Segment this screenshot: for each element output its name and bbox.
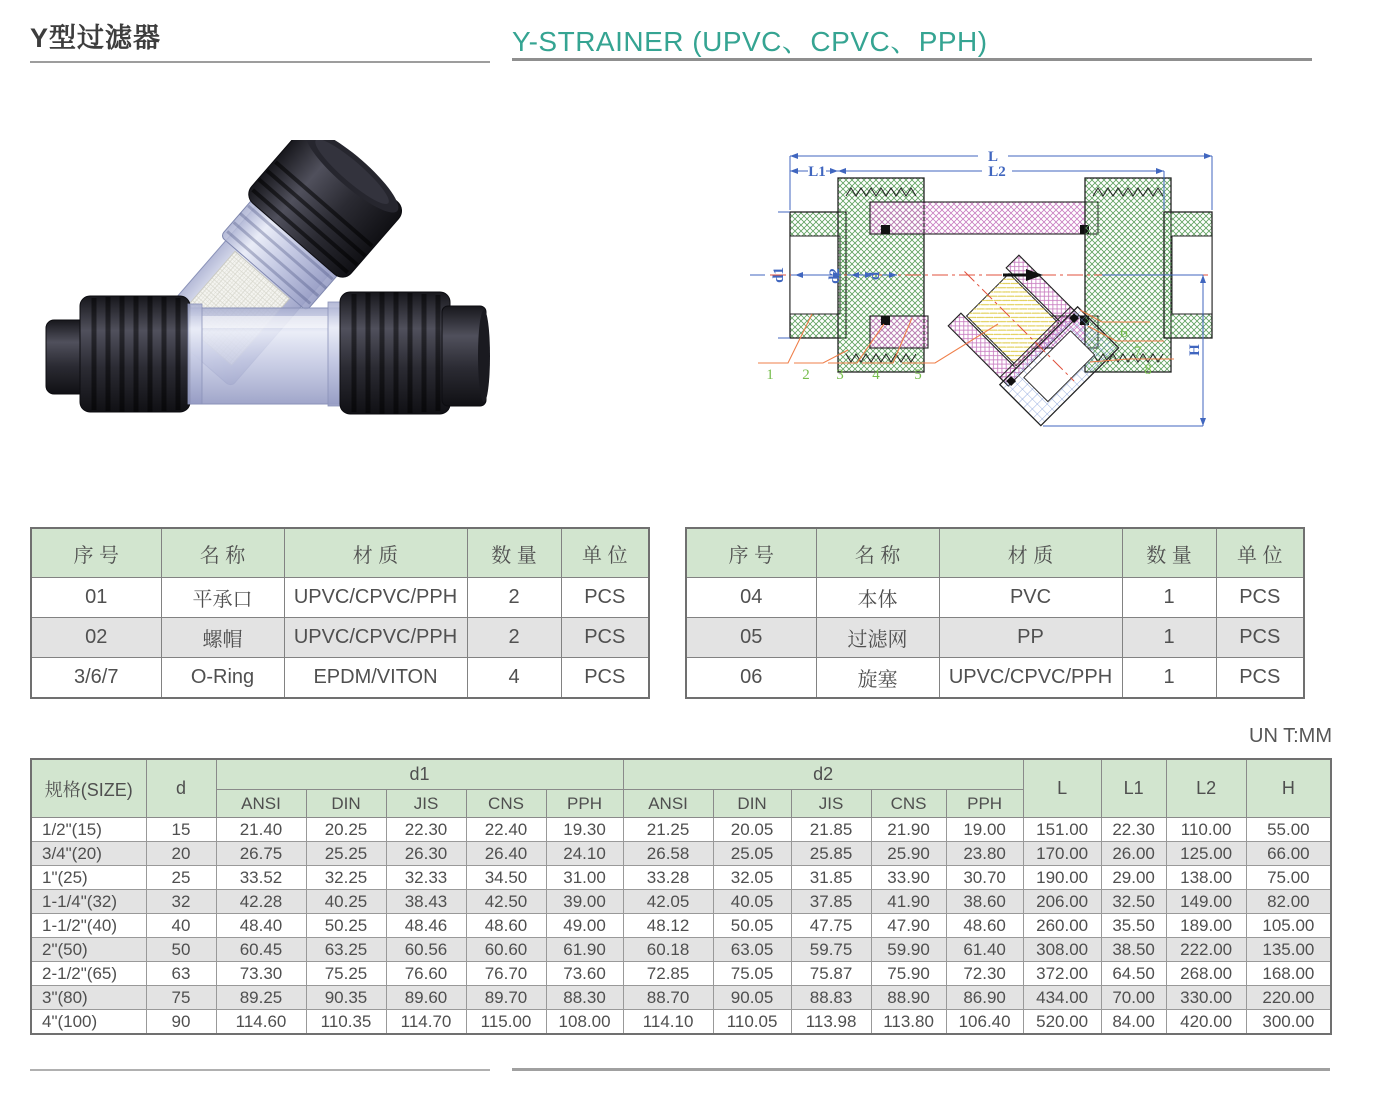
value-cell: 113.80 <box>871 1010 946 1035</box>
dim-subheader-cell: JIS <box>791 790 871 818</box>
parts-cell: 01 <box>31 578 161 618</box>
value-cell: 61.40 <box>946 938 1023 962</box>
value-cell: 48.46 <box>386 914 466 938</box>
value-cell: 260.00 <box>1023 914 1101 938</box>
value-cell: 63.05 <box>713 938 791 962</box>
value-cell: 520.00 <box>1023 1010 1101 1035</box>
value-cell: 108.00 <box>546 1010 623 1035</box>
parts-cell: PCS <box>1216 578 1304 618</box>
value-cell: 19.00 <box>946 818 1023 842</box>
value-cell: 75 <box>146 986 216 1010</box>
page-title-en: Y-STRAINER (UPVC、CPVC、PPH) <box>512 26 988 57</box>
value-cell: 89.60 <box>386 986 466 1010</box>
value-cell: 37.85 <box>791 890 871 914</box>
value-cell: 26.75 <box>216 842 306 866</box>
parts-header-cell: 单 位 <box>1216 528 1304 578</box>
size-cell: 2"(50) <box>31 938 146 962</box>
value-cell: 82.00 <box>1246 890 1331 914</box>
dim-header-L: L <box>1023 759 1101 818</box>
y-strainer-photo <box>40 140 490 452</box>
value-cell: 21.85 <box>791 818 871 842</box>
value-cell: 88.90 <box>871 986 946 1010</box>
value-cell: 73.60 <box>546 962 623 986</box>
value-cell: 32.33 <box>386 866 466 890</box>
value-cell: 23.80 <box>946 842 1023 866</box>
value-cell: 86.90 <box>946 986 1023 1010</box>
dim-subheader-cell: DIN <box>306 790 386 818</box>
value-cell: 38.60 <box>946 890 1023 914</box>
dim-row <box>31 938 1331 962</box>
value-cell: 33.28 <box>623 866 713 890</box>
value-cell: 88.83 <box>791 986 871 1010</box>
value-cell: 39.00 <box>546 890 623 914</box>
value-cell: 33.90 <box>871 866 946 890</box>
table-row <box>31 618 649 658</box>
dim-label-L: L <box>987 149 999 165</box>
dim-header-row <box>31 759 1331 790</box>
value-cell: 151.00 <box>1023 818 1101 842</box>
dim-row <box>31 890 1331 914</box>
size-cell: 3"(80) <box>31 986 146 1010</box>
dim-subheader-cell: PPH <box>946 790 1023 818</box>
value-cell: 25 <box>146 866 216 890</box>
value-cell: 75.87 <box>791 962 871 986</box>
value-cell: 206.00 <box>1023 890 1101 914</box>
value-cell: 40.05 <box>713 890 791 914</box>
value-cell: 90.35 <box>306 986 386 1010</box>
value-cell: 268.00 <box>1166 962 1246 986</box>
value-cell: 308.00 <box>1023 938 1101 962</box>
value-cell: 19.30 <box>546 818 623 842</box>
parts-header-cell: 数 量 <box>467 528 561 578</box>
value-cell: 42.50 <box>466 890 546 914</box>
value-cell: 75.25 <box>306 962 386 986</box>
value-cell: 60.18 <box>623 938 713 962</box>
value-cell: 105.00 <box>1246 914 1331 938</box>
size-cell: 2-1/2"(65) <box>31 962 146 986</box>
parts-cell: 4 <box>467 658 561 699</box>
value-cell: 170.00 <box>1023 842 1101 866</box>
value-cell: 70.00 <box>1101 986 1166 1010</box>
dim-header-d: d <box>146 759 216 818</box>
parts-cell: EPDM/VITON <box>284 658 467 699</box>
parts-cell: PVC <box>939 578 1122 618</box>
value-cell: 29.00 <box>1101 866 1166 890</box>
value-cell: 40 <box>146 914 216 938</box>
parts-cell: 1 <box>1122 658 1216 699</box>
value-cell: 50.05 <box>713 914 791 938</box>
dim-subheader-cell: ANSI <box>623 790 713 818</box>
value-cell: 63.25 <box>306 938 386 962</box>
value-cell: 222.00 <box>1166 938 1246 962</box>
title-divider-right <box>512 58 1312 61</box>
dim-label-L1: L1 <box>808 164 826 180</box>
value-cell: 31.85 <box>791 866 871 890</box>
callout-8: 8 <box>1144 362 1152 378</box>
drawing-oring <box>881 316 890 325</box>
value-cell: 25.90 <box>871 842 946 866</box>
value-cell: 125.00 <box>1166 842 1246 866</box>
parts-cell: 旋塞 <box>816 658 939 699</box>
value-cell: 49.00 <box>546 914 623 938</box>
value-cell: 330.00 <box>1166 986 1246 1010</box>
value-cell: 22.30 <box>386 818 466 842</box>
value-cell: 75.90 <box>871 962 946 986</box>
value-cell: 25.85 <box>791 842 871 866</box>
parts-table-left <box>30 527 650 699</box>
value-cell: 89.25 <box>216 986 306 1010</box>
value-cell: 115.00 <box>466 1010 546 1035</box>
technical-drawing <box>750 132 1222 434</box>
drawing-body-top <box>870 202 1098 234</box>
dim-row <box>31 1010 1331 1035</box>
callout-4: 4 <box>872 367 880 383</box>
parts-cell: PCS <box>561 618 649 658</box>
value-cell: 434.00 <box>1023 986 1101 1010</box>
dim-label-L2: L2 <box>988 164 1006 180</box>
value-cell: 73.30 <box>216 962 306 986</box>
dimension-table <box>30 758 1332 1035</box>
value-cell: 372.00 <box>1023 962 1101 986</box>
parts-cell: 1 <box>1122 578 1216 618</box>
value-cell: 90.05 <box>713 986 791 1010</box>
parts-cell: 04 <box>686 578 816 618</box>
table-row <box>31 658 649 699</box>
dim-row <box>31 962 1331 986</box>
parts-header-cell: 材 质 <box>939 528 1122 578</box>
parts-cell: PCS <box>561 578 649 618</box>
value-cell: 59.90 <box>871 938 946 962</box>
parts-cell: O-Ring <box>161 658 284 699</box>
parts-header-cell: 材 质 <box>284 528 467 578</box>
value-cell: 60.60 <box>466 938 546 962</box>
size-cell: 1"(25) <box>31 866 146 890</box>
value-cell: 15 <box>146 818 216 842</box>
callout-3: 3 <box>836 367 844 383</box>
parts-cell: PCS <box>1216 618 1304 658</box>
value-cell: 88.30 <box>546 986 623 1010</box>
value-cell: 47.75 <box>791 914 871 938</box>
parts-cell: 1 <box>1122 618 1216 658</box>
parts-cell: UPVC/CPVC/PPH <box>284 618 467 658</box>
parts-header-row <box>686 528 1304 578</box>
value-cell: 84.00 <box>1101 1010 1166 1035</box>
unit-note: UN T:MM <box>1249 725 1332 747</box>
value-cell: 22.30 <box>1101 818 1166 842</box>
parts-cell: 3/6/7 <box>31 658 161 699</box>
footer-divider-right <box>512 1068 1330 1071</box>
y-strainer-section-drawing <box>750 132 1222 434</box>
table-row <box>31 578 649 618</box>
parts-cell: 平承口 <box>161 578 284 618</box>
table-row <box>686 618 1304 658</box>
value-cell: 110.35 <box>306 1010 386 1035</box>
parts-cell: PCS <box>1216 658 1304 699</box>
dim-row <box>31 866 1331 890</box>
value-cell: 30.70 <box>946 866 1023 890</box>
product-photo <box>40 140 490 452</box>
value-cell: 168.00 <box>1246 962 1331 986</box>
value-cell: 21.40 <box>216 818 306 842</box>
parts-cell: 过滤网 <box>816 618 939 658</box>
value-cell: 48.12 <box>623 914 713 938</box>
value-cell: 38.50 <box>1101 938 1166 962</box>
value-cell: 21.25 <box>623 818 713 842</box>
parts-cell: PP <box>939 618 1122 658</box>
value-cell: 26.40 <box>466 842 546 866</box>
parts-cell: UPVC/CPVC/PPH <box>939 658 1122 699</box>
dim-subheader-cell: ANSI <box>216 790 306 818</box>
page-title-cn: Y型过滤器 <box>30 23 162 53</box>
value-cell: 33.52 <box>216 866 306 890</box>
value-cell: 20 <box>146 842 216 866</box>
callout-5: 5 <box>914 367 922 383</box>
value-cell: 31.00 <box>546 866 623 890</box>
value-cell: 63 <box>146 962 216 986</box>
value-cell: 90 <box>146 1010 216 1035</box>
dim-header-L2: L2 <box>1166 759 1246 818</box>
value-cell: 72.85 <box>623 962 713 986</box>
parts-cell: UPVC/CPVC/PPH <box>284 578 467 618</box>
value-cell: 420.00 <box>1166 1010 1246 1035</box>
dim-subheader-cell: CNS <box>466 790 546 818</box>
parts-cell: 2 <box>467 618 561 658</box>
value-cell: 61.90 <box>546 938 623 962</box>
dim-label-d2: d2 <box>827 268 843 284</box>
dim-row <box>31 842 1331 866</box>
value-cell: 190.00 <box>1023 866 1101 890</box>
size-cell: 1/2"(15) <box>31 818 146 842</box>
value-cell: 47.90 <box>871 914 946 938</box>
parts-cell: 02 <box>31 618 161 658</box>
value-cell: 88.70 <box>623 986 713 1010</box>
dim-label-d1: d1 <box>771 267 787 283</box>
parts-header-cell: 序 号 <box>31 528 161 578</box>
size-cell: 4"(100) <box>31 1010 146 1035</box>
callout-2: 2 <box>802 367 810 383</box>
dim-row <box>31 986 1331 1010</box>
value-cell: 138.00 <box>1166 866 1246 890</box>
parts-header-cell: 数 量 <box>1122 528 1216 578</box>
value-cell: 42.05 <box>623 890 713 914</box>
value-cell: 26.00 <box>1101 842 1166 866</box>
value-cell: 300.00 <box>1246 1010 1331 1035</box>
value-cell: 41.90 <box>871 890 946 914</box>
value-cell: 35.50 <box>1101 914 1166 938</box>
value-cell: 114.10 <box>623 1010 713 1035</box>
dim-header-H: H <box>1246 759 1331 818</box>
dim-label-d: d <box>867 271 883 281</box>
dim-header-L1: L1 <box>1101 759 1166 818</box>
dim-subheader-cell: CNS <box>871 790 946 818</box>
size-cell: 1-1/4"(32) <box>31 890 146 914</box>
footer-divider-left <box>30 1069 490 1071</box>
parts-header-cell: 名 称 <box>816 528 939 578</box>
size-cell: 3/4"(20) <box>31 842 146 866</box>
callout-6: 6 <box>1120 325 1128 341</box>
value-cell: 48.60 <box>946 914 1023 938</box>
value-cell: 106.40 <box>946 1010 1023 1035</box>
dim-row <box>31 914 1331 938</box>
value-cell: 72.30 <box>946 962 1023 986</box>
parts-cell: 2 <box>467 578 561 618</box>
value-cell: 59.75 <box>791 938 871 962</box>
value-cell: 20.25 <box>306 818 386 842</box>
value-cell: 189.00 <box>1166 914 1246 938</box>
value-cell: 48.40 <box>216 914 306 938</box>
value-cell: 76.70 <box>466 962 546 986</box>
value-cell: 75.00 <box>1246 866 1331 890</box>
value-cell: 42.28 <box>216 890 306 914</box>
value-cell: 32.05 <box>713 866 791 890</box>
value-cell: 76.60 <box>386 962 466 986</box>
value-cell: 26.58 <box>623 842 713 866</box>
parts-header-row <box>31 528 649 578</box>
table-row <box>686 578 1304 618</box>
dim-subheader-cell: PPH <box>546 790 623 818</box>
drawing-oring <box>881 225 890 234</box>
value-cell: 110.05 <box>713 1010 791 1035</box>
value-cell: 26.30 <box>386 842 466 866</box>
dim-row <box>31 818 1331 842</box>
parts-header-cell: 单 位 <box>561 528 649 578</box>
value-cell: 22.40 <box>466 818 546 842</box>
value-cell: 66.00 <box>1246 842 1331 866</box>
value-cell: 38.43 <box>386 890 466 914</box>
value-cell: 48.60 <box>466 914 546 938</box>
dim-header-size: 规格(SIZE) <box>31 759 146 818</box>
value-cell: 55.00 <box>1246 818 1331 842</box>
parts-header-cell: 名 称 <box>161 528 284 578</box>
value-cell: 60.45 <box>216 938 306 962</box>
value-cell: 50 <box>146 938 216 962</box>
dim-label-H: H <box>1187 344 1203 356</box>
value-cell: 220.00 <box>1246 986 1331 1010</box>
parts-cell: 05 <box>686 618 816 658</box>
value-cell: 89.70 <box>466 986 546 1010</box>
value-cell: 25.25 <box>306 842 386 866</box>
value-cell: 60.56 <box>386 938 466 962</box>
dim-header-d1-group: d1 <box>216 759 623 790</box>
value-cell: 21.90 <box>871 818 946 842</box>
value-cell: 135.00 <box>1246 938 1331 962</box>
value-cell: 114.70 <box>386 1010 466 1035</box>
table-row <box>686 658 1304 699</box>
value-cell: 24.10 <box>546 842 623 866</box>
parts-header-cell: 序 号 <box>686 528 816 578</box>
parts-table-right <box>685 527 1305 699</box>
size-cell: 1-1/2"(40) <box>31 914 146 938</box>
parts-cell: PCS <box>561 658 649 699</box>
value-cell: 20.05 <box>713 818 791 842</box>
value-cell: 32 <box>146 890 216 914</box>
value-cell: 32.25 <box>306 866 386 890</box>
value-cell: 32.50 <box>1101 890 1166 914</box>
value-cell: 64.50 <box>1101 962 1166 986</box>
value-cell: 34.50 <box>466 866 546 890</box>
value-cell: 113.98 <box>791 1010 871 1035</box>
value-cell: 40.25 <box>306 890 386 914</box>
dim-subheader-cell: JIS <box>386 790 466 818</box>
callout-1: 1 <box>766 367 774 383</box>
parts-cell: 本体 <box>816 578 939 618</box>
value-cell: 110.00 <box>1166 818 1246 842</box>
value-cell: 75.05 <box>713 962 791 986</box>
dim-subheader-cell: DIN <box>713 790 791 818</box>
callout-7: 7 <box>1134 344 1142 360</box>
value-cell: 114.60 <box>216 1010 306 1035</box>
parts-cell: 螺帽 <box>161 618 284 658</box>
value-cell: 25.05 <box>713 842 791 866</box>
value-cell: 149.00 <box>1166 890 1246 914</box>
value-cell: 50.25 <box>306 914 386 938</box>
dim-header-d2-group: d2 <box>623 759 1023 790</box>
title-divider-left <box>30 61 490 63</box>
parts-cell: 06 <box>686 658 816 699</box>
